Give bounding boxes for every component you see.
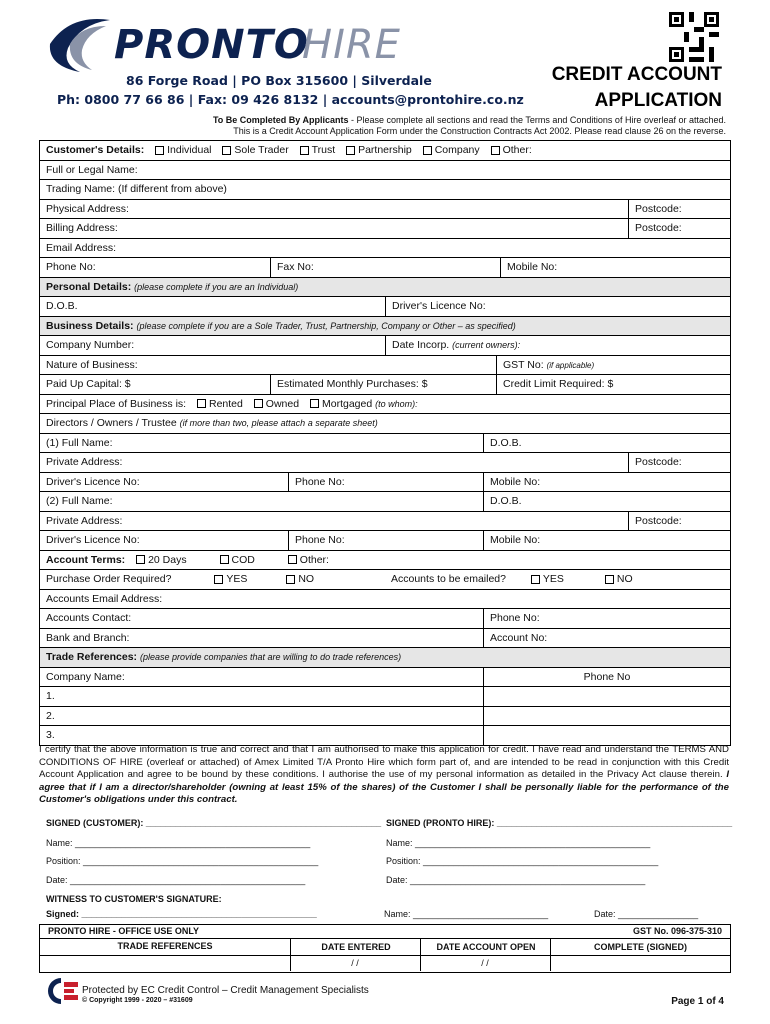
trade-references-label: Trade References: — [46, 651, 138, 663]
signed-pronto-label: SIGNED (PRONTO HIRE): — [386, 818, 495, 828]
directors-note: (if more than two, please attach a separate sheet) — [179, 418, 378, 428]
director2-postcode-field[interactable]: Postcode: — [628, 512, 730, 531]
customer-type-row — [40, 141, 730, 161]
trade-ref-3-field[interactable]: 3. — [46, 729, 55, 741]
bank-row — [40, 629, 730, 649]
director1-postcode-field[interactable]: Postcode: — [628, 453, 730, 472]
po-row — [40, 570, 730, 590]
form-title-line2: APPLICATION — [594, 90, 722, 111]
qr-code-icon — [669, 12, 719, 62]
personal-licence-field[interactable]: Driver's Licence No: — [385, 297, 730, 316]
physical-postcode-field[interactable]: Postcode: — [628, 200, 730, 219]
personal-dob-field[interactable]: D.O.B. — [46, 300, 78, 312]
phone-field[interactable]: Phone No: — [46, 261, 96, 273]
pronto-name-line[interactable]: _______________________________________________ — [415, 838, 651, 848]
po-required-label: Purchase Order Required? — [46, 573, 172, 585]
customer-position-label: Position: — [46, 856, 81, 866]
director2-name-row — [40, 492, 730, 512]
business-details-note: (please complete if you are a Sole Trader, Trust, Partnership, Company or Other – as specified) — [136, 320, 516, 331]
other-label: Other: — [502, 144, 532, 156]
trading-name-field[interactable]: Trading Name: (If different from above) — [46, 183, 227, 195]
date-incorp-field[interactable] — [385, 336, 730, 355]
signed-pronto[interactable] — [386, 818, 732, 828]
pronto-position-line[interactable]: _______________________________________________ — [423, 856, 659, 866]
other-checkbox[interactable] — [491, 146, 500, 155]
trade-ref-2-field[interactable]: 2. — [46, 709, 55, 722]
witness-date-line[interactable]: ________________ — [618, 909, 699, 919]
office-date-open-field[interactable]: / / — [481, 958, 489, 968]
directors-label: Directors / Owners / Trustee — [46, 417, 177, 429]
instructions-text: - Please complete all sections and read the Terms and Conditions of Hire overleaf or attached. — [348, 115, 726, 125]
company-address: 86 Forge Road | PO Box 315600 | Silverdale — [126, 73, 432, 88]
account-no-field[interactable]: Account No: — [483, 629, 730, 648]
paid-up-capital-field[interactable]: Paid Up Capital: $ — [46, 378, 131, 390]
director2-phone-field[interactable]: Phone No: — [288, 531, 485, 550]
individual-label: Individual — [167, 144, 212, 156]
personal-details-label: Personal Details: — [46, 280, 132, 293]
directors-row — [40, 414, 730, 434]
emailed-yes-checkbox[interactable] — [531, 575, 540, 584]
signed-customer[interactable] — [46, 818, 381, 828]
brand-bold: PRONTO — [114, 22, 309, 68]
20-days-checkbox[interactable] — [136, 555, 145, 564]
customer-date[interactable] — [46, 875, 305, 885]
cod-label: COD — [231, 553, 255, 566]
witness-signed-label: Signed: — [46, 909, 79, 919]
po-yes-label: YES — [226, 573, 248, 585]
phone-row — [40, 258, 730, 278]
witness-name-label: Name: — [384, 909, 411, 919]
instructions — [213, 115, 726, 125]
po-no-label: NO — [298, 573, 315, 585]
pronto-position-label: Position: — [386, 856, 421, 866]
personal-details-heading — [40, 278, 298, 297]
director1-address-row — [40, 453, 730, 473]
company-contact: Ph: 0800 77 66 86 | Fax: 09 426 8132 | accounts@prontohire.co.nz — [57, 92, 524, 107]
business-details-header — [40, 317, 730, 337]
customer-name[interactable] — [46, 838, 310, 848]
owned-label: Owned — [265, 397, 300, 410]
trade-ref-row-2 — [40, 707, 730, 727]
office-date-entered-header: DATE ENTERED — [290, 939, 421, 971]
owned-checkbox[interactable] — [254, 399, 263, 408]
pronto-name-label: Name: — [386, 838, 413, 848]
individual-checkbox[interactable] — [155, 146, 164, 155]
office-gst-number: GST No. 096-375-310 — [632, 926, 722, 936]
instructions-bold: To Be Completed By Applicants — [212, 115, 349, 125]
trading-name-row[interactable] — [40, 180, 730, 200]
mobile-field[interactable]: Mobile No: — [500, 258, 730, 277]
gst-label: GST No: — [503, 358, 544, 371]
emailed-label: Accounts to be emailed? — [391, 573, 506, 585]
billing-postcode-field[interactable]: Postcode: — [628, 219, 730, 238]
email-row[interactable] — [40, 239, 730, 259]
account-terms-row — [40, 551, 730, 571]
trust-label: Trust — [311, 144, 336, 156]
date-incorp-note: (current owners): — [452, 340, 521, 350]
trade-ref-2-phone[interactable] — [483, 707, 730, 726]
directors-heading — [40, 414, 378, 433]
physical-address-row — [40, 200, 730, 220]
physical-address-field[interactable]: Physical Address: — [46, 202, 129, 215]
po-yes-checkbox[interactable] — [214, 575, 223, 584]
po-required-cell — [40, 570, 386, 589]
office-use-box — [39, 924, 731, 973]
full-name-field[interactable]: Full or Legal Name: — [46, 163, 138, 176]
trade-references-heading — [40, 648, 401, 667]
business-details-heading — [40, 317, 516, 336]
cod-checkbox[interactable] — [220, 555, 229, 564]
witness-name[interactable] — [384, 909, 548, 919]
company-number-field[interactable]: Company Number: — [46, 339, 135, 351]
director2-licence-field[interactable]: Driver's Licence No: — [46, 534, 140, 546]
witness-date[interactable] — [594, 909, 698, 919]
signed-pronto-line[interactable]: _______________________________________________ — [496, 818, 733, 828]
account-terms-cell — [40, 551, 730, 570]
trade-company-name-label: Company Name: — [46, 670, 125, 683]
office-use-title-row — [40, 925, 730, 938]
declaration — [39, 744, 729, 807]
witness-date-label: Date: — [594, 909, 616, 919]
fax-field[interactable]: Fax No: — [270, 258, 497, 277]
office-complete-header: COMPLETE (SIGNED) — [550, 939, 730, 971]
cca-note: This is a Credit Account Application Form under the Construction Contracts Act 2002. Please read clause 26 on the reverse. — [233, 126, 726, 136]
emailed-no-label: NO — [616, 573, 633, 585]
bank-branch-field[interactable]: Bank and Branch: — [46, 631, 130, 644]
pronto-hire-logo — [40, 14, 440, 74]
trade-header-row — [40, 668, 730, 688]
company-number-row — [40, 336, 730, 356]
director2-licence-row — [40, 531, 730, 551]
company-checkbox[interactable] — [423, 146, 432, 155]
po-no-checkbox[interactable] — [286, 575, 295, 584]
partnership-checkbox[interactable] — [346, 146, 355, 155]
mortgaged-checkbox[interactable] — [310, 399, 319, 408]
declaration-text: I certify that the above information is true and correct and that I am authorised to make this application for credit. I have read and understand the TERMS AND CONDITIONS OF HIRE (overleaf or attached) of Amex Limited T/A Pronto Hire which form part of, and are intended to be read in conjunction with this Credit Account Application and agree to be bound by these conditions. I authorise the use of my personal information as detailed in the Privacy Act clause therein. — [39, 744, 729, 781]
footer-copyright: © Copyright 1999 - 2020 – #31609 — [82, 997, 193, 1004]
director1-name-row — [40, 434, 730, 454]
director1-address-field[interactable]: Private Address: — [46, 456, 123, 468]
ec-credit-control-logo-icon — [44, 976, 78, 1006]
trade-ref-1-phone[interactable] — [483, 687, 730, 706]
principal-place-label: Principal Place of Business is: — [46, 397, 187, 410]
accounts-contact-row — [40, 609, 730, 629]
footer-protected: Protected by EC Credit Control – Credit Management Specialists — [82, 985, 369, 996]
emailed-cell — [385, 570, 730, 589]
director2-mobile-field[interactable]: Mobile No: — [483, 531, 730, 550]
page-number: Page 1 of 4 — [671, 996, 724, 1007]
trade-ref-row-1 — [40, 687, 730, 707]
personal-details-header — [40, 278, 730, 298]
office-date-open-header: DATE ACCOUNT OPEN — [420, 939, 551, 971]
mortgaged-label: Mortgaged — [321, 397, 373, 410]
customer-name-line[interactable]: _______________________________________________ — [75, 838, 311, 848]
form-title-line1: CREDIT ACCOUNT — [551, 64, 722, 85]
trade-ref-1-field[interactable]: 1. — [46, 690, 55, 702]
witness-signed[interactable] — [46, 909, 317, 919]
customer-date-line[interactable]: _______________________________________________ — [70, 875, 306, 885]
customer-details-label: Customer's Details: — [46, 144, 145, 156]
pronto-name[interactable] — [386, 838, 650, 848]
gst-note: (if applicable) — [546, 360, 595, 370]
trust-checkbox[interactable] — [300, 146, 309, 155]
witness-signed-line[interactable]: _______________________________________________ — [81, 909, 317, 919]
accounts-phone-field[interactable]: Phone No: — [483, 609, 730, 628]
director2-address-field[interactable]: Private Address: — [46, 514, 123, 527]
pronto-date[interactable] — [386, 875, 645, 885]
customer-name-label: Name: — [46, 838, 73, 848]
credit-limit-field[interactable]: Credit Limit Required: $ — [496, 375, 730, 394]
accounts-contact-field[interactable]: Accounts Contact: — [46, 612, 132, 624]
company-label: Company — [434, 144, 480, 156]
trade-references-header — [40, 648, 730, 668]
full-name-row[interactable] — [40, 161, 730, 181]
account-terms-label: Account Terms: — [46, 553, 126, 566]
office-date-entered-field[interactable]: / / — [351, 958, 359, 968]
brand-light: HIRE — [302, 22, 401, 68]
trade-phone-label: Phone No — [483, 668, 730, 687]
witness-heading: WITNESS TO CUSTOMER'S SIGNATURE: — [46, 894, 222, 904]
email-field[interactable]: Email Address: — [46, 241, 117, 254]
other-terms-checkbox[interactable] — [288, 555, 297, 564]
director1-phone-field[interactable]: Phone No: — [288, 473, 485, 492]
application-form — [39, 140, 731, 746]
capital-row — [40, 375, 730, 395]
director1-name-field[interactable]: (1) Full Name: — [46, 436, 113, 449]
trade-ref-row-3 — [40, 726, 730, 745]
office-header-row — [40, 938, 730, 955]
signed-customer-label: SIGNED (CUSTOMER): — [46, 818, 144, 828]
signed-customer-line[interactable]: _______________________________________________ — [145, 818, 382, 828]
pronto-position[interactable] — [386, 856, 658, 866]
customer-position[interactable] — [46, 856, 318, 866]
nature-of-business-field[interactable]: Nature of Business: — [46, 358, 138, 371]
director2-address-row — [40, 512, 730, 532]
director1-dob-field[interactable]: D.O.B. — [483, 434, 730, 453]
personal-details-note: (please complete if you are an Individual) — [134, 281, 299, 292]
billing-address-field[interactable]: Billing Address: — [46, 222, 118, 234]
pronto-date-line[interactable]: _______________________________________________ — [410, 875, 646, 885]
nature-row — [40, 356, 730, 376]
emailed-yes-label: YES — [542, 573, 564, 585]
declaration-bold: I agree that if I am a director/shareholder (owning at least 15% of the shares) of the Customer I shall be personally liable for the performance of the Customer's obligations under this contract. — [39, 769, 729, 806]
trade-references-note: (please provide companies that are willing to do trade references) — [139, 652, 402, 662]
director1-licence-field[interactable]: Driver's Licence No: — [46, 475, 140, 488]
director2-dob-field[interactable]: D.O.B. — [483, 492, 730, 511]
principal-place-cell — [40, 395, 730, 414]
accounts-email-row[interactable] — [40, 590, 730, 610]
office-entry-row — [40, 955, 730, 972]
partnership-label: Partnership — [358, 144, 412, 156]
rented-label: Rented — [209, 397, 243, 410]
est-monthly-field[interactable]: Estimated Monthly Purchases: $ — [270, 375, 497, 394]
witness-name-line[interactable]: ___________________________ — [413, 909, 549, 919]
principal-row — [40, 395, 730, 415]
pronto-date-label: Date: — [386, 875, 408, 885]
accounts-email-field[interactable]: Accounts Email Address: — [46, 592, 163, 605]
office-trade-refs-header: TRADE REFERENCES — [117, 941, 213, 951]
business-details-label: Business Details: — [46, 319, 134, 332]
20-days-label: 20 Days — [148, 553, 187, 566]
sole-trader-checkbox[interactable] — [222, 146, 231, 155]
gst-field[interactable] — [496, 356, 730, 375]
date-incorp-label: Date Incorp. — [392, 339, 450, 351]
director2-name-field[interactable]: (2) Full Name: — [46, 495, 113, 507]
personal-row — [40, 297, 730, 317]
director1-licence-row — [40, 473, 730, 493]
other-terms-label: Other: — [299, 553, 329, 566]
director1-mobile-field[interactable]: Mobile No: — [483, 473, 730, 492]
customer-position-line[interactable]: _______________________________________________ — [83, 856, 319, 866]
customer-date-label: Date: — [46, 875, 68, 885]
office-use-title: PRONTO HIRE - OFFICE USE ONLY — [48, 926, 200, 936]
emailed-no-checkbox[interactable] — [605, 575, 614, 584]
to-whom-note: (to whom): — [375, 398, 418, 409]
sole-trader-label: Sole Trader — [234, 144, 289, 156]
swoosh-logo-icon — [40, 14, 120, 74]
billing-address-row — [40, 219, 730, 239]
customer-type-cell — [40, 141, 730, 160]
trade-ref-3-phone[interactable] — [483, 726, 730, 745]
rented-checkbox[interactable] — [197, 399, 206, 408]
